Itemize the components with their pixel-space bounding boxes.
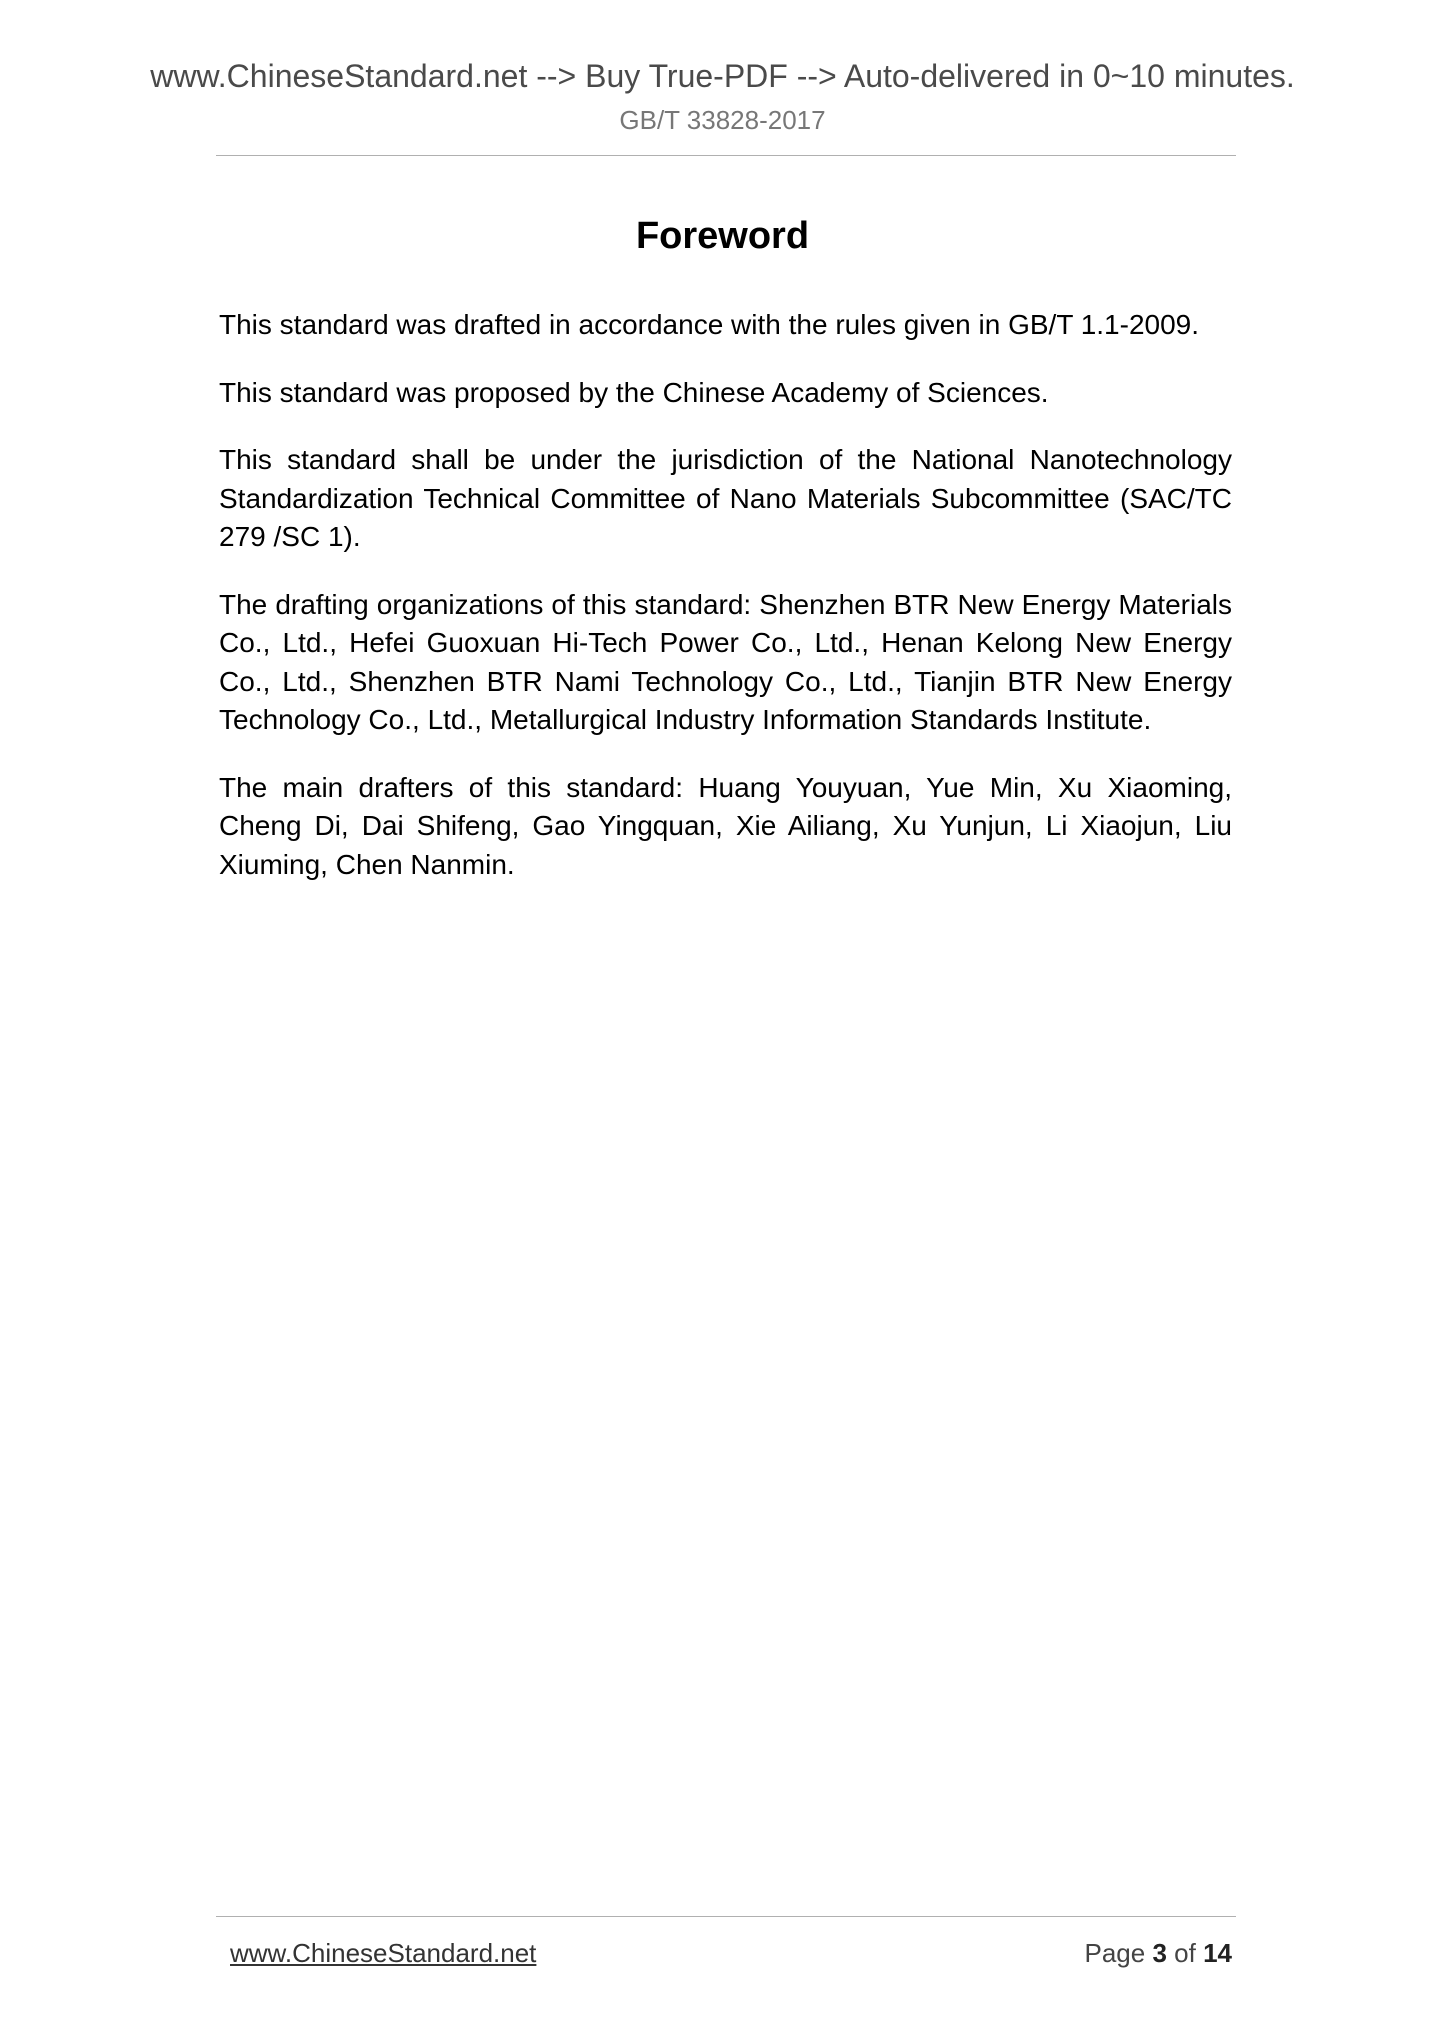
header-banner: www.ChineseStandard.net --> Buy True-PDF --> Auto-delivered in 0~10 minutes. [150,58,1295,94]
document-body [219,306,1232,913]
page-title: Foreword [635,215,810,257]
footer-divider [216,1916,1236,1917]
page-label: Page [1084,1938,1146,1968]
paragraph-jurisdiction: This standard shall be under the jurisdiction of the National Nanotechnology Standardization Technical Committee of Nano Materials Subcommittee (SAC/TC 279 /SC 1). [219,444,1232,552]
page-current: 3 [1152,1938,1167,1968]
standard-code: GB/T 33828-2017 [619,105,826,135]
paragraph-drafting-organizations: The drafting organizations of this standard: Shenzhen BTR New Energy Materials Co., Ltd., Hefei Guoxuan Hi-Tech Power Co., Ltd., Henan Kelong New Energy Co., Ltd., Shenzhen BTR Nami Technology Co., Ltd., Tianjin BTR New Energy Technology Co., Ltd., Metallurgical Industry Information Standards Institute. [219,588,1232,735]
page-of-label: of [1174,1938,1196,1968]
header-divider [216,155,1236,156]
page-total: 14 [1203,1938,1232,1968]
page-number [1084,1936,1232,1970]
paragraph-drafting-rules: This standard was drafted in accordance with the rules given in GB/T 1.1-2009. [219,309,1200,340]
paragraph-main-drafters: The main drafters of this standard: Huang Youyuan, Yue Min, Xu Xiaoming, Cheng Di, Dai Shifeng, Gao Yingquan, Xie Ailiang, Xu Yunjun, Li Xiaojun, Liu Xiuming, Chen Nanmin. [219,771,1232,880]
paragraph-proposed-by: This standard was proposed by the Chinese Academy of Sciences. [219,376,1049,408]
footer-website-link[interactable]: www.ChineseStandard.net [230,1938,537,1968]
